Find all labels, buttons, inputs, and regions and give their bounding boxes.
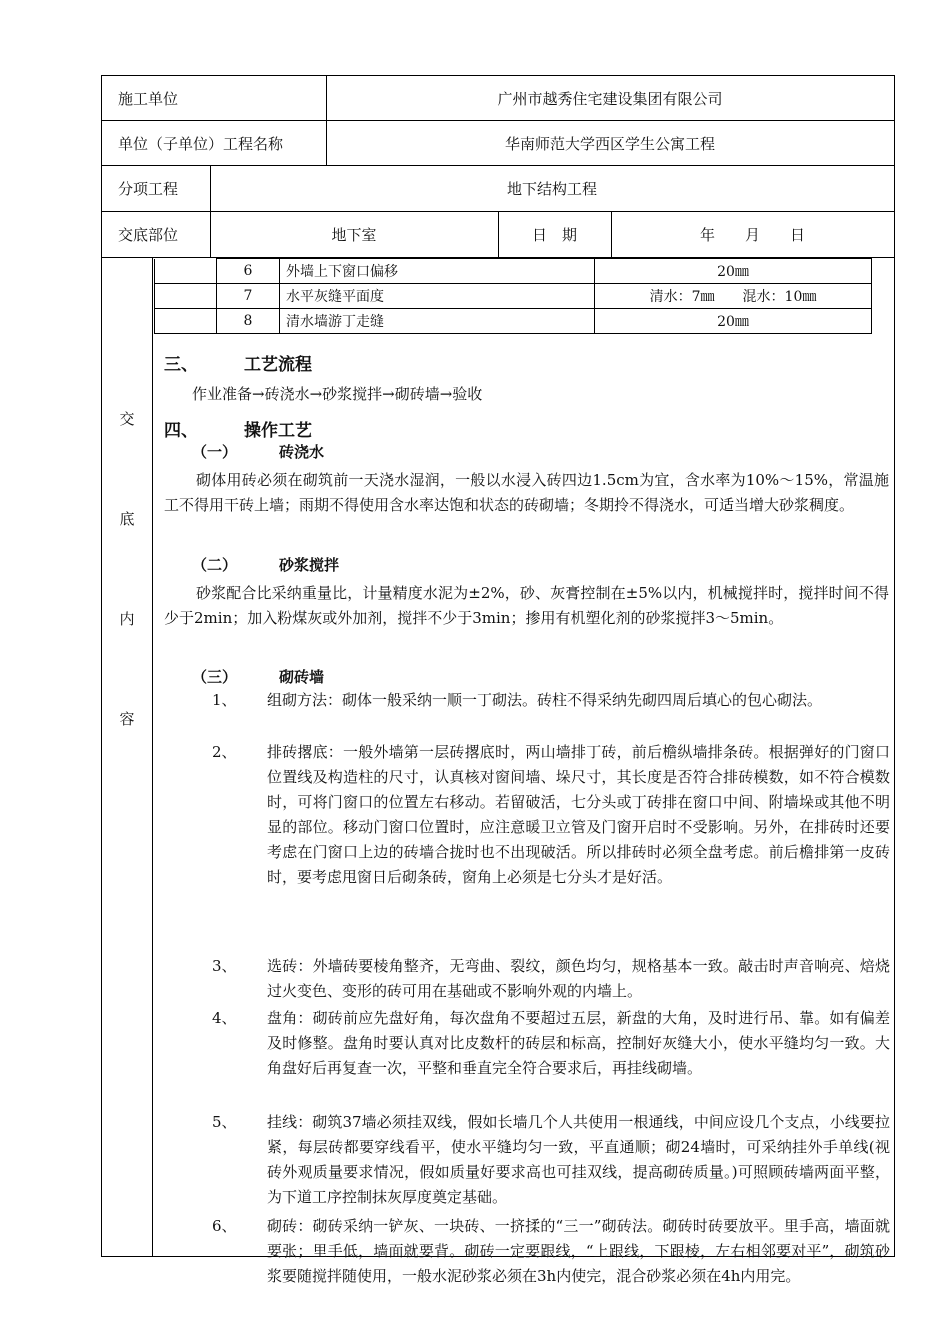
list-item <box>212 740 890 890</box>
side-char: 内 <box>119 610 135 628</box>
list-item-number: 4、 <box>212 1009 237 1027</box>
section-3-title: 工艺流程 <box>244 355 312 375</box>
list-item-text: 排砖撂底：一般外墙第一层砖撂底时，两山墙排丁砖，前后檐纵墙排条砖。根据弹好的门窗口位置线及构造柱的尺寸，认真核对窗间墙、垛尺寸，其长度是否符合排砖模数，如不符合模数时，可将门窗口的位置左右移动。若留破活，七分头或丁砖排在窗口中间、附墙垛或其他不明显的部位。移动门窗口位置时，应注意暖卫立管及门窗开启时不受影响。另外，在排砖时还要考虑在门窗口上边的砖墙合拢时也不出现破活。所以排砖时必须全盘考虑。前后檐排第一皮砖时，要考虑甩窗日后砌条砖，窗角上必须是七分头才是好活。 <box>267 743 890 886</box>
row-item: 水平灰缝平面度 <box>280 284 595 309</box>
row-construction-unit <box>102 76 894 121</box>
disclosure-content-label <box>102 258 153 1256</box>
subsection-1-title: 砖浇水 <box>279 443 325 461</box>
list-item-number: 2、 <box>212 743 237 761</box>
list-item-text: 挂线：砌筑37墙必须挂双线，假如长墙几个人共使用一根通线，中间应设几个支点，小线要拉紧，每层砖都要穿线看平，使水平缝均匀一致，平直通顺；砌24墙时，可采纳挂外手单线(视砖外观质量要求情况，假如质量好要求高也可挂双线，提高砌砖质量。)可照顾砖墙两面平整，为下道工序控制抹灰厚度奠定基础。 <box>267 1113 890 1206</box>
subsection-1-number: （一） <box>192 443 238 461</box>
location-value: 地下室 <box>331 226 377 244</box>
row-number: 7 <box>217 284 280 309</box>
disclosure-form <box>101 75 895 1285</box>
section-3-heading <box>164 350 312 375</box>
table-row <box>155 284 872 309</box>
list-item-text: 盘角：砌砖前应先盘好角，每次盘角不要超过五层，新盘的大角，及时进行吊、靠。如有偏差及时修整。盘角时要认真对比皮数杆的砖层和标高，控制好灰缝大小，使水平缝均匀一致。大角盘好后再复查一次，平整和垂直完全符合要求后，再挂线砌墙。 <box>267 1009 890 1077</box>
list-item-number: 5、 <box>212 1113 237 1131</box>
section-4-number: 四、 <box>164 421 198 441</box>
list-item <box>212 1110 890 1210</box>
row-value: 20㎜ <box>595 259 872 284</box>
list-item <box>212 688 890 713</box>
section-3-number: 三、 <box>164 355 198 375</box>
list-item-text: 砌砖：砌砖采纳一铲灰、一块砖、一挤揉的“三一”砌砖法。砌砖时砖要放平。里手高，墙面就要张；里手低，墙面就要背。砌砖一定要跟线，“上跟线，下跟棱，左右相邻要对平”，砌筑砂浆要随搅拌随使用，一般水泥砂浆必须在3h内使完，混合砂浆必须在4h内用完。 <box>267 1217 890 1285</box>
tolerance-table <box>154 258 872 334</box>
sub-item-value: 地下结构工程 <box>506 180 597 198</box>
construction-unit-value: 广州市越秀住宅建设集团有限公司 <box>497 89 723 108</box>
subsection-2-text: 砂浆配合比采纳重量比，计量精度水泥为±2%，砂、灰膏控制在±5%以内，机械搅拌时，搅拌时间不得少于2min；加入粉煤灰或外加剂，搅拌不少于3min；掺用有机塑化剂的砂浆搅拌3～5min。 <box>164 584 889 627</box>
row-location-date <box>102 212 894 258</box>
list-item-number: 3、 <box>212 957 237 975</box>
disclosure-content <box>154 258 894 1285</box>
side-char: 交 <box>119 410 135 428</box>
side-char: 容 <box>119 710 135 728</box>
location-label: 交底部位 <box>118 226 179 244</box>
date-value: 年 月 日 <box>699 226 805 244</box>
list-item-number: 1、 <box>212 691 237 709</box>
subsection-2-heading <box>192 554 339 575</box>
row-number: 6 <box>217 259 280 284</box>
subsection-3-heading <box>192 666 324 687</box>
project-name-value: 华南师范大学西区学生公寓工程 <box>504 134 715 153</box>
subsection-2-title: 砂浆搅拌 <box>279 556 340 574</box>
process-flow: 作业准备→砖浇水→砂浆搅拌→砌砖墙→验收 <box>192 385 483 403</box>
list-item-text: 组砌方法：砌体一般采纳一顺一丁砌法。砖柱不得采纳先砌四周后填心的包心砌法。 <box>267 691 823 709</box>
sub-item-label: 分项工程 <box>118 180 179 198</box>
row-item: 外墙上下窗口偏移 <box>280 259 595 284</box>
section-4-heading <box>164 416 312 441</box>
section-4-title: 操作工艺 <box>244 421 312 441</box>
table-row <box>155 309 872 334</box>
list-item <box>212 954 890 1004</box>
row-number: 8 <box>217 309 280 334</box>
subsection-3-title: 砌砖墙 <box>279 668 325 686</box>
list-item-number: 6、 <box>212 1217 237 1235</box>
row-value: 清水：7㎜ 混水：10㎜ <box>595 284 872 309</box>
row-sub-item <box>102 166 894 212</box>
row-item: 清水墙游丁走缝 <box>280 309 595 334</box>
construction-unit-label: 施工单位 <box>118 89 179 108</box>
row-project-name <box>102 121 894 166</box>
project-name-label: 单位（子单位）工程名称 <box>118 134 284 153</box>
list-item <box>212 1214 890 1289</box>
subsection-3-number: （三） <box>192 668 238 686</box>
subsection-1-text: 砌体用砖必须在砌筑前一天浇水湿润，一般以水浸入砖四边1.5cm为宜，含水率为10%～15%，常温施工不得用干砖上墙；雨期不得使用含水率达饱和状态的砖砌墙；冬期拎不得浇水，可适当增大砂浆稠度。 <box>164 471 889 514</box>
subsection-2-number: （二） <box>192 556 238 574</box>
subsection-1-heading <box>192 441 324 462</box>
list-item <box>212 1006 890 1081</box>
row-value: 20㎜ <box>595 309 872 334</box>
side-char: 底 <box>119 510 135 528</box>
date-label: 日 期 <box>531 226 577 244</box>
list-item-text: 选砖：外墙砖要棱角整齐，无弯曲、裂纹，颜色均匀，规格基本一致。敲击时声音响亮、焙烧过火变色、变形的砖可用在基础或不影响外观的内墙上。 <box>267 957 890 1000</box>
table-row <box>155 259 872 284</box>
